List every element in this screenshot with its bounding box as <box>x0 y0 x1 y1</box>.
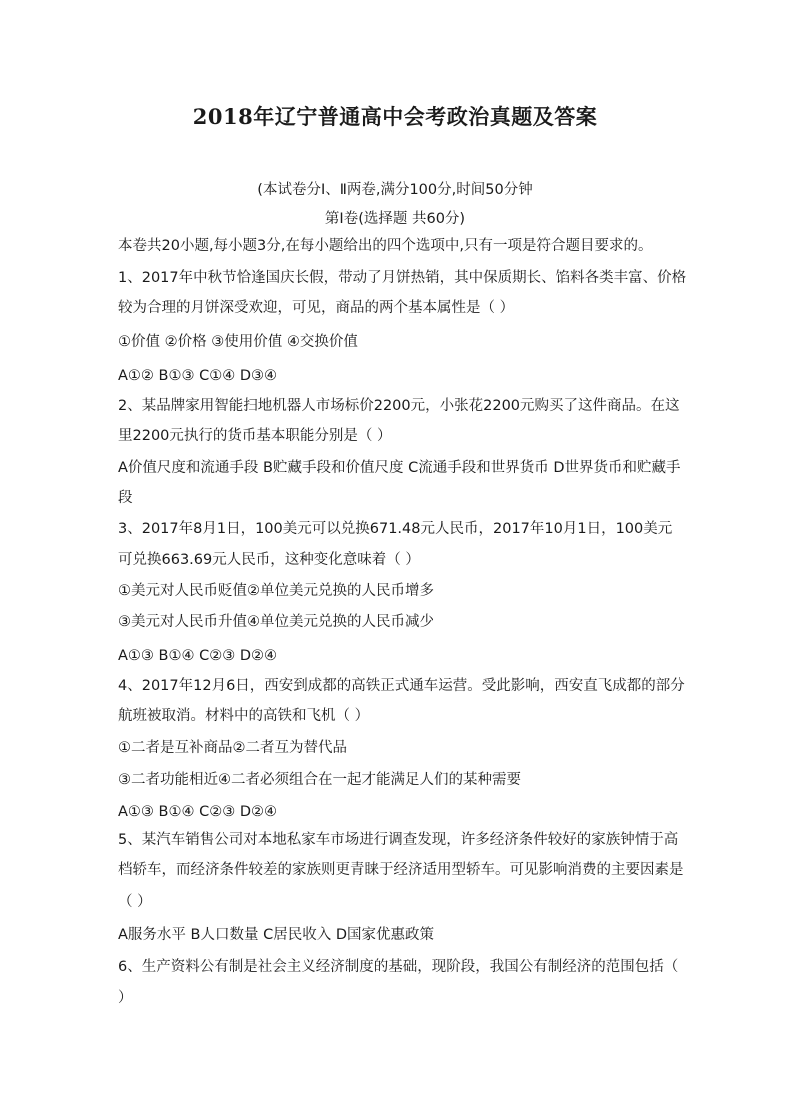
q2-stem-line-2: 里2200元执行的货币基本职能分别是（ ） <box>118 428 392 444</box>
q1-options: A①② B①③ C①④ D③④ <box>118 368 277 384</box>
q5-stem-line-3: （ ） <box>118 894 152 910</box>
q1-stem-line-1: 1、2017年中秋节恰逢国庆长假，带动了月饼热销，其中保质期长、馅料各类丰富、价格 <box>118 270 687 286</box>
q4-stem-line-1: 4、2017年12月6日，西安到成都的高铁正式通车运营。受此影响，西安直飞成都的部分 <box>118 678 685 694</box>
q4-options: A①③ B①④ C②③ D②④ <box>118 804 277 820</box>
q5-stem-line-2: 档轿车，而经济条件较差的家族则更青睐于经济适用型轿车。可见影响消费的主要因素是 <box>118 862 684 878</box>
q3-statements-line-1: ①美元对人民币贬值②单位美元兑换的人民币增多 <box>118 583 434 599</box>
instructions: 本卷共20小题,每小题3分,在每小题给出的四个选项中,只有一项是符合题目要求的。 <box>118 238 653 254</box>
q1-statements: ①价值 ②价格 ③使用价值 ④交换价值 <box>118 334 358 350</box>
q3-stem-line-1: 3、2017年8月1日，100美元可以兑换671.48元人民币，2017年10月1日，100美元 <box>118 521 673 537</box>
q5-stem-line-1: 5、某汽车销售公司对本地私家车市场进行调查发现，许多经济条件较好的家族钟情于高 <box>118 832 679 848</box>
q4-statements-line-2: ③二者功能相近④二者必须组合在一起才能满足人们的某种需要 <box>118 772 521 788</box>
q6-stem-line-2: ） <box>118 990 133 1006</box>
q5-options: A服务水平 B人口数量 C居民收入 D国家优惠政策 <box>118 927 434 943</box>
q6-stem-line-1: 6、生产资料公有制是社会主义经济制度的基础，现阶段，我国公有制经济的范围包括（ <box>118 959 679 975</box>
q2-stem-line-1: 2、某品牌家用智能扫地机器人市场标价2200元，小张花2200元购买了这件商品。在这 <box>118 398 680 414</box>
document-title: 2018年辽宁普通高中会考政治真题及答案 <box>192 104 598 129</box>
q3-stem-line-2: 可兑换663.69元人民币，这种变化意味着（ ） <box>118 552 420 568</box>
section-title: 第Ⅰ卷(选择题 共60分) <box>324 211 466 227</box>
q4-statements-line-1: ①二者是互补商品②二者互为替代品 <box>118 740 347 756</box>
q3-statements-line-2: ③美元对人民币升值④单位美元兑换的人民币减少 <box>118 614 434 630</box>
q2-options-line-1: A价值尺度和流通手段 B贮藏手段和价值尺度 C流通手段和世界货币 D世界货币和贮藏手 <box>118 460 681 476</box>
q3-options: A①③ B①④ C②③ D②④ <box>118 648 277 664</box>
q1-stem-line-2: 较为合理的月饼深受欢迎，可见，商品的两个基本属性是（ ） <box>118 300 515 316</box>
exam-note: (本试卷分Ⅰ、Ⅱ两卷,满分100分,时间50分钟 <box>257 182 533 198</box>
q2-options-line-2: 段 <box>118 490 133 506</box>
q4-stem-line-2: 航班被取消。材料中的高铁和飞机（ ） <box>118 708 370 724</box>
